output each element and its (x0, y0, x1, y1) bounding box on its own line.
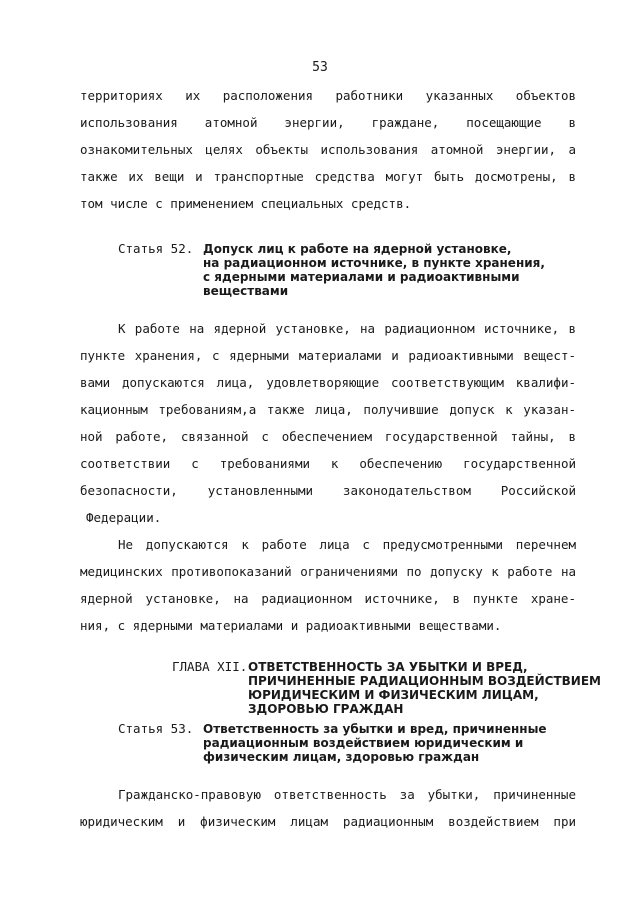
text-line: ния, с ядерными материалами и радиоактивными веществами. (80, 618, 502, 633)
text-line: юридическим и физическим лицам радиационным воздействием при (80, 814, 576, 829)
text-line: кационным требованиям,а также лица, получившие допуск к указан- (80, 402, 576, 417)
article-title-line: на радиационном источнике, в пункте хранения, (203, 256, 545, 270)
chapter-title-line: ПРИЧИНЕННЫЕ РАДИАЦИОННЫМ ВОЗДЕЙСТВИЕМ (248, 674, 601, 688)
page-number: 53 (312, 60, 328, 75)
article-title-line: Допуск лиц к работе на ядерной установке, (203, 242, 512, 256)
text-line: также их вещи и транспортные средства могут быть досмотрены, в (80, 169, 576, 184)
text-line: медицинских противопоказаний ограничениями по допуску к работе на (80, 564, 576, 579)
article-title-line: радиационным воздействием юридическим и (203, 736, 524, 750)
chapter-title-line: ЮРИДИЧЕСКИМ И ФИЗИЧЕСКИМ ЛИЦАМ, (248, 688, 539, 702)
chapter-title-line: ЗДОРОВЬЮ ГРАЖДАН (248, 702, 404, 716)
article-title-line: веществами (203, 284, 289, 298)
text-line: ознакомительных целях объекты использования атомной энергии, а (80, 142, 576, 157)
text-line: Гражданско-правовую ответственность за убытки, причиненные (118, 787, 576, 802)
text-line: безопасности, установленными законодательством Российской (80, 483, 576, 498)
text-line: ядерной установке, на радиационном источнике, в пункте хране- (80, 591, 576, 606)
text-line: использования атомной энергии, граждане, посещающие в (80, 115, 576, 130)
text-line: Федерации. (86, 510, 162, 525)
chapter-title-line: ОТВЕТСТВЕННОСТЬ ЗА УБЫТКИ И ВРЕД, (248, 660, 528, 674)
text-line: пункте хранения, с ядерными материалами и радиоактивными вещест- (80, 348, 576, 363)
article-title-line: физическим лицам, здоровью граждан (203, 750, 480, 764)
article-label: Статья 52. (118, 241, 194, 256)
text-line: ной работе, связанной с обеспечением государственной тайны, в (80, 429, 576, 444)
text-line: том числе с применением специальных средств. (80, 196, 412, 211)
article-label: Статья 53. (118, 721, 194, 736)
text-line: Не допускаются к работе лица с предусмотренными перечнем (118, 537, 576, 552)
text-line: вами допускаются лица, удовлетворяющие соответствующим квалифи- (80, 375, 576, 390)
text-line: соответствии с требованиями к обеспечению государственной (80, 456, 576, 471)
text-line: К работе на ядерной установке, на радиационном источнике, в (118, 321, 576, 336)
chapter-label: ГЛАВА XII. (172, 659, 248, 674)
text-line: территориях их расположения работники указанных объектов (80, 88, 576, 103)
article-title-line: Ответственность за убытки и вред, причиненные (203, 722, 547, 736)
article-title-line: с ядерными материалами и радиоактивными (203, 270, 520, 284)
